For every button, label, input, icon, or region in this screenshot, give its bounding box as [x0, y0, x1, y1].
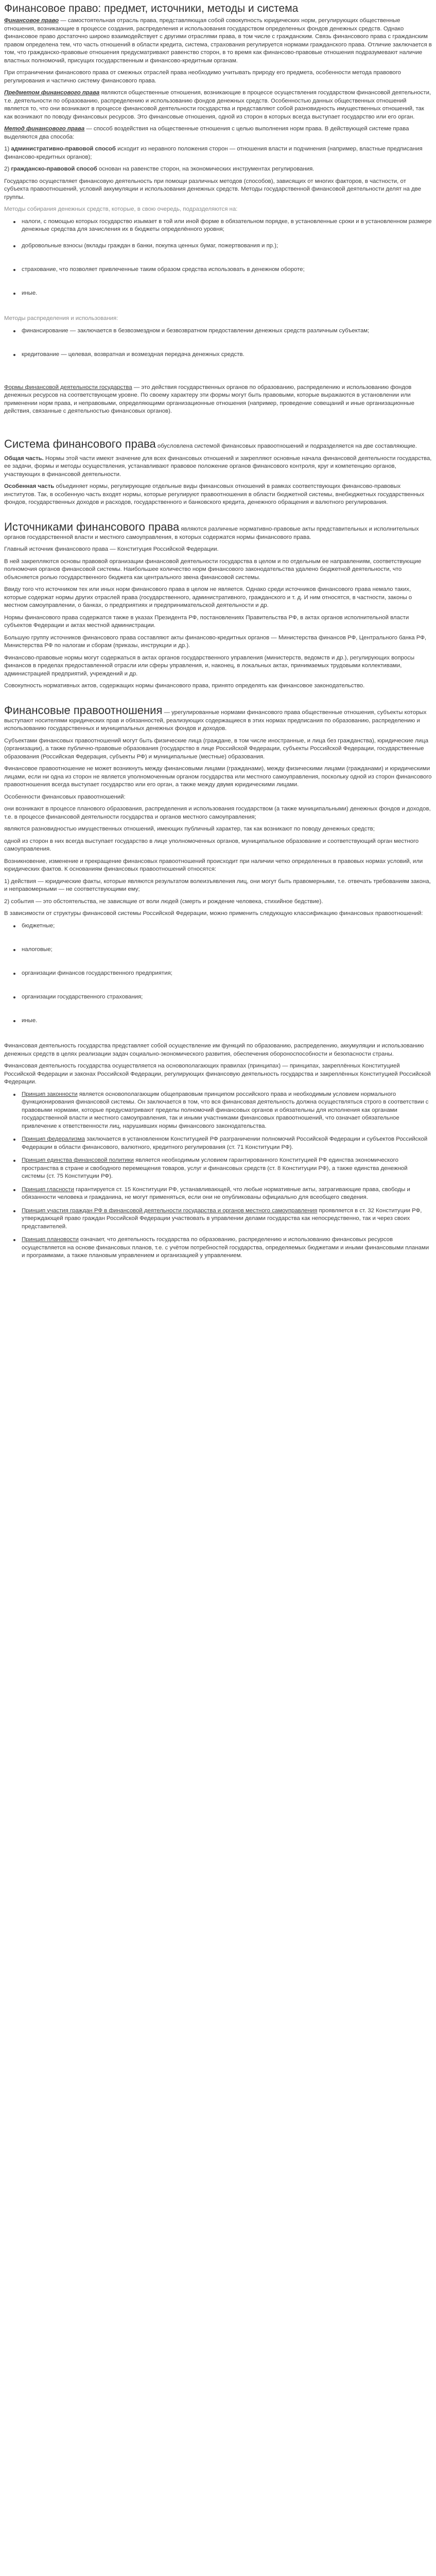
paragraph [4, 455, 432, 479]
paragraph: Финансовая деятельность государства представляет собой осуществление им функций по образованию, распределению, аккумуляции и использованию денежных средств в целях реализации задач социально-экономического развития, обеспечения обороноспособности и безопасности страны. [4, 1043, 424, 1057]
text: означает, что деятельность государства по образованию, распределению и использованию финансовых ресурсов осуществляется на основе финансовых планов, т.е. с учётом потребностей государства, определяемых бюджетами и иными финансовыми планами и программами, а также плановым управлением и организацией у управлением. [22, 1236, 429, 1259]
section-title: Финансовое право: предмет, источники, методы и система [4, 3, 299, 14]
paragraph: являются разновидностью имущественных отношений, имеющих публичный характер, так как возникают по поводу денежных средств; [4, 826, 375, 832]
term: Принцип гласности [22, 1186, 74, 1193]
text: — урегулированные нормами финансового права общественные отношения, субъекты которых выступают носителями юридических прав и обязанностей, реализующих содержащиеся в этих нормах предписания по образованию, распределению и использованию государственных и муниципальных денежных фондов и доходов. [4, 709, 427, 732]
paragraph [4, 384, 432, 416]
paragraph: Нормы финансового права содержатся также в указах Президента РФ, постановлениях Правительства РФ, в актах органов исполнительной власти субъектов Федерации и актах местной администрации. [4, 614, 409, 629]
list-number: 2) [4, 166, 10, 172]
text: заключается в установленном Конституцией РФ разграничении полномочий Российской Федерации и субъектов Российской Федерации в области финансового, валютного, кредитного регулирования (ст. 71 Конституции РФ). [22, 1136, 428, 1150]
term: Предметом финансового права [4, 90, 100, 96]
list-item: кредитование — целевая, возвратная и возмездная передача денежных средств. [4, 351, 432, 366]
paragraph: 1) действия — юридические факты, которые являются результатом волеизъявления лиц, они могут быть правомерными, т.е. отвечать требованиям закона, и неправомерными — не соответствующими ему; [4, 878, 431, 892]
paragraph: Методы распределения и использования: [4, 315, 118, 321]
list-number: 1) [4, 146, 10, 152]
paragraph: В зависимости от структуры финансовой системы Российской Федерации, можно применить следующую классификацию финансовых правоотношений: [4, 910, 423, 917]
text: исходит из неравного положения сторон — отношения власти и подчинения (например, властные предписания финансово-кредитных органов); [4, 146, 423, 160]
paragraph: Государство осуществляет финансовую деятельность при помощи различных методов (способов), зависящих от многих факторов, в частности, от субъекта правоотношений, условий аккумуляции и использования денежных средств. Методы государственной финансовой деятельности делят на две группы. [4, 178, 422, 200]
list-item: добровольные взносы (вклады граждан в банки, покупка ценных бумаг, пожертвования и пр.); [4, 242, 432, 258]
paragraph [4, 437, 432, 451]
text: является необходимым условием гарантированного Конституцией РФ единства экономического пространства в стране и свободного перемещения товаров, услуг и финансовых средств (ст. 8 Конституции РФ), а также единства денежной системы (ст. 75 Конституции РФ). [22, 1157, 408, 1179]
term: Общая часть. [4, 455, 44, 462]
principle-item [4, 1157, 432, 1181]
principle-item [4, 1186, 432, 1202]
text: гарантируется ст. 15 Конституции РФ, устанавливающей, что любые нормативные акты, затрагивающие права, свободы и обязанности человека и гражданина, не могут применяться, если они не опубликованы официально для всеобщего сведения. [22, 1186, 410, 1200]
paragraph [4, 89, 432, 121]
list-item: организации финансов государственного предприятия; [4, 970, 432, 985]
principle-item [4, 1207, 432, 1231]
term: административно-правовой способ [11, 146, 116, 152]
list-item: налоговые; [4, 946, 432, 961]
paragraph: Финансово-правовые нормы могут содержаться в актах органов государственного управления (министерств, ведомств и др.), регулирующих вопросы финансов в пределах предоставленной отрасли или сферы управления, и, наконец, в локальных актах, принимаемых трудовыми коллективами, администрацией предприятий, учреждений и др. [4, 654, 415, 677]
paragraph: Большую группу источников финансового права составляют акты финансово-кредитных органов — Министерства финансов РФ, Центрального банка РФ, Министерства РФ по налогам и сборам (приказы, инструкции и др.). [4, 634, 427, 649]
text: обусловлена системой финансовых правоотношений и подразделяется на две составляющие. [157, 443, 417, 449]
list-item: организации государственного страхования; [4, 993, 432, 1009]
section-title: Финансовые правоотношения [4, 703, 163, 717]
list-item: финансирование — заключается в безвозмездном и безвозвратном предоставлении денежных средств различным субъектам; [4, 327, 432, 343]
paragraph: они возникают в процессе планового образования, распределения и использования государством (а также муниципальными) денежных фондов и доходов, т.е. в процессе финансовой деятельности государства и органов местного самоуправления; [4, 806, 431, 820]
term: Принцип законности [22, 1091, 78, 1097]
principle-item [4, 1136, 432, 1151]
paragraph: Методы собирания денежных средств, которые, в свою очередь, подразделяются на: [4, 206, 238, 212]
text: проявляется в ст. 32 Конституции РФ, утверждающей право граждан Российской Федерации участвовать в управлении делами государства как непосредственно, так и через своих представителей. [22, 1207, 422, 1230]
section-system [4, 437, 432, 507]
paragraph: 2) события — это обстоятельства, не зависящие от воли людей (смерть и рождение человека, стихийное бедствие). [4, 898, 323, 905]
text: основан на равенстве сторон, на экономических инструментах регулирования. [99, 166, 315, 172]
list-item: страхование, что позволяет привлеченные таким образом средства использовать в денежном обороте; [4, 266, 432, 281]
collection-methods-list [4, 218, 432, 298]
term: Принцип участия граждан РФ в финансовой деятельности государства и органов местного самоуправления [22, 1207, 318, 1214]
text: являются общественные отношения, возникающие в процессе осуществления государством финансовой деятельности, т.е. деятельности по образованию, распределению и использованию фондов денежных средств. Особенностью данных общественных отношений является то, что они возникают в процессе финансовой деятельности государства и представляют собой разновидность имущественных отношений, так как возникают по поводу финансовых ресурсов. Это финансовые отношения, одной из сторон в которых всегда выступает государство или его орган. [4, 90, 431, 120]
section-subject [4, 2, 432, 416]
principles-list [4, 1091, 432, 1260]
paragraph [4, 165, 432, 174]
paragraph: В ней закрепляются основы правовой организации финансовой деятельности государства в целом и по отдельным ее направлениям, соответствующие полномочия органов финансовой системы. Наибольшее количество норм финансового законодательства удалено бюджетной деятельности, что объясняется ролью государственного бюджета как центрального звена финансовой системы. [4, 558, 422, 581]
paragraph [4, 145, 432, 161]
paragraph: одной из сторон в них всегда выступает государство в лице уполномоченных органов, муниципальное образование и соответствующий орган местного самоуправления. [4, 838, 419, 852]
term: Принцип плановости [22, 1236, 79, 1243]
term: Финансовое право [4, 18, 59, 24]
relations-classification-list [4, 922, 432, 1025]
paragraph: Финансовое правоотношение не может возникнуть между финансовыми лицами (гражданами), между физическими лицами (гражданами) и юридическими лицами, если ни одна из сторон не является уполномоченным органом государства или местного самоуправления, поскольку одной из сторон финансового правоотношения всегда выступает государство или его орган, а также между двумя юридическими лицами. [4, 766, 432, 788]
paragraph: Субъектами финансовых правоотношений могут быть физические лица (граждане, в том числе иностранные, и лица без гражданства), юридические лица (организации), а также публично-правовые образования (государство в лице Российской Федерации, субъекты Российской Федерации, государственные образования (Российская Федерация, субъекты РФ) и муниципальные (местные) образования. [4, 737, 429, 760]
term: Принцип единства финансовой политики [22, 1157, 134, 1163]
text: — самостоятельная отрасль права, представляющая собой совокупность юридических норм, регулирующих общественные отношения, возникающие в процессе создания, распределения и использования государством определенных фондов денежных средств. Однако финансовое право достаточно широко взаимодействует с другими отраслями права, в том числе с гражданским. Связь финансового права с гражданским правом определена тем, что часть отношений в области кредита, система, страхования регулируется нормами гражданского права. Отличие заключается в том, что гражданско-правовые отношения предусматривают равенство сторон, в то время как финансово-правовые отношения подразумевают наличие властных полномочий, присущих государственным и финансово-кредитным органам. [4, 18, 432, 64]
text: являются различные нормативно-правовые акты представительных и исполнительных органов государственной власти и местного самоуправления, в которых содержатся нормы финансового права. [4, 526, 419, 540]
list-item: налоги, с помощью которых государство изымает в той или иной форме в обязательном порядке, в установленные сроки и в установленном размере денежные средства для зачисления их в бюджеты определённого уровня; [4, 218, 432, 234]
section-relations [4, 704, 432, 1260]
principle-item [4, 1236, 432, 1260]
paragraph [4, 125, 432, 141]
term: Принцип федерализма [22, 1136, 85, 1142]
paragraph [4, 520, 432, 542]
document [0, 0, 436, 1276]
paragraph [4, 17, 432, 65]
paragraph: Совокупность нормативных актов, содержащих нормы финансового права, принято определять как финансовое законодательство. [4, 683, 365, 689]
term: Формы финансовой деятельности государства [4, 384, 132, 391]
text: Нормы этой части имеют значение для всех финансовых отношений и закрепляют основные начала финансовой деятельности государства, ее задачи, формы и методы осуществления, устанавливают правовое положение органов финансового контроля, круг и компетенцию органов, участвующих в финансовой деятельности. [4, 455, 432, 478]
list-item: иные. [4, 290, 432, 298]
paragraph: Ввиду того что источником тех или иных норм финансового права в целом не является. Однако среди источников финансового права немало таких, которые содержат нормы других отраслей права (государственного, административного, гражданского и т. д. И ним относятся, в частности, законы о местном самоуправлении, о банках, о предприятиях и предпринимательской деятельности и др. [4, 586, 412, 608]
principle-item [4, 1091, 432, 1131]
distribution-methods-list [4, 327, 432, 366]
paragraph [4, 704, 432, 733]
text: является основополагающим общеправовым принципом российского права и необходимым условием нормального функционирования финансовой системы. Он заключается в том, что вся финансовая деятельность должна осуществляться строго в соответствии с правовыми нормами, которые предусматривают пределы полномочий финансовых органов и обязательны для исполнения как органами государственной власти и местного самоуправления, так и иными участниками финансовых правоотношений, что означает обязательное привлечение к ответственности лиц, нарушивших нормы финансового законодательства. [22, 1091, 429, 1129]
list-item: иные. [4, 1017, 432, 1025]
paragraph: При отграничении финансового права от смежных отраслей права необходимо учитывать природу его предмета, особенности метода правового регулирования и частично систему финансового права. [4, 70, 402, 84]
section-title: Система финансового права [4, 437, 156, 450]
paragraph [4, 483, 432, 507]
term: гражданско-правовой способ [11, 166, 97, 172]
paragraph: Финансовая деятельность государства осуществляется на основополагающих правилах (принципах) — принципах, закреплённых Конституцией Российской Федерации и законах Российской Федерации, регулирующих финансовую деятельность государства и закреплённых Конституцией Российской Федерации. [4, 1063, 431, 1085]
term: Метод финансового права [4, 126, 85, 132]
paragraph: Особенности финансовых правоотношений: [4, 793, 126, 800]
text: — это действия государственных органов по образованию, распределению и использованию фондов денежных ресурсов на соответствующем уровне. По своему характеру эти формы могут быть правовыми, которые выражаются в установлении или применении норм права, и неправовыми, определяющими организационные отношения (например, проведение совещаний и иные организационные действия, связанные с деятельностью финансовых органов). [4, 384, 414, 414]
paragraph: Возникновение, изменение и прекращение финансовых правоотношений происходит при наличии четко определенных в правовых нормах условий, или юридических фактов. К основаниям финансовых правоотношений относятся: [4, 858, 423, 872]
section-title: Источниками финансового права [4, 520, 180, 533]
section-sources [4, 520, 432, 690]
paragraph: Главный источник финансового права — Конституция Российской Федерации. [4, 546, 219, 552]
text: — способ воздействия на общественные отношения с целью выполнения норм права. В действующей системе права выделяются два способа: [4, 126, 409, 140]
text: объединяет нормы, регулирующие отдельные виды финансовых отношений в рамках соответствующих финансово-правовых институтов. Так, в особенную часть входят нормы, которые регулируют правоотношения в области бюджетной системы, внебюджетных государственных фондов, государственных доходов и расходов, государственного и банковского кредита, денежного обращения и валютного регулирования. [4, 483, 425, 505]
term: Особенная часть [4, 483, 55, 489]
list-item: бюджетные; [4, 922, 432, 938]
